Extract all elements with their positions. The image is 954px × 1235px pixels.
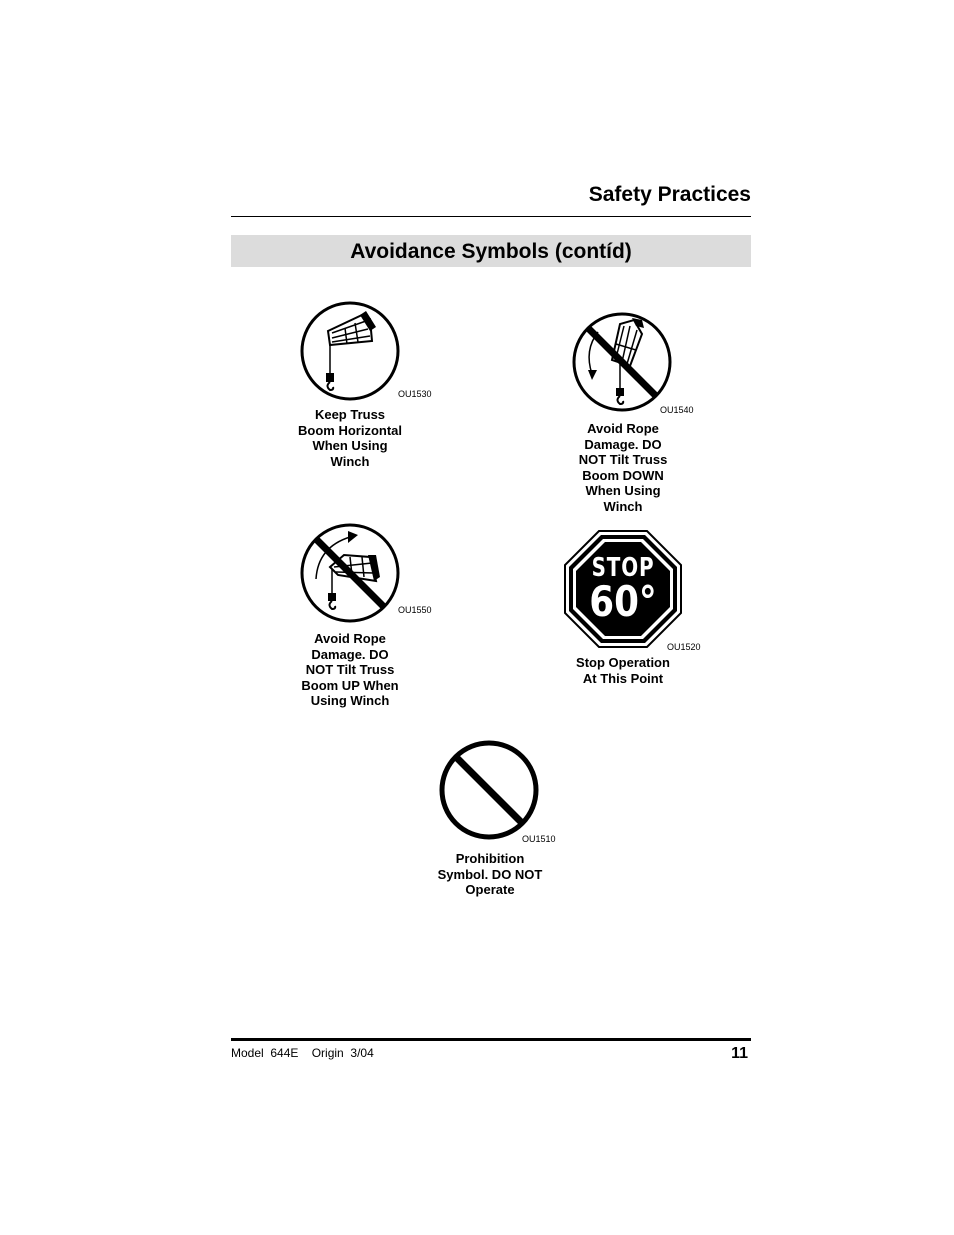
truss-boom-horizontal-icon [300, 301, 402, 403]
stop-sign-degrees: 60° [589, 577, 657, 626]
banner-title: Avoidance Symbols (contíd) [231, 235, 751, 267]
symbol-keep-horizontal [300, 301, 432, 403]
symbol-prohibition [439, 740, 556, 844]
symbol-code: OU1540 [660, 405, 694, 415]
page-number: 11 [731, 1045, 748, 1062]
truss-boom-tilt-down-prohibited-icon [572, 312, 674, 414]
header-divider [231, 216, 751, 217]
symbol-code: OU1530 [398, 389, 432, 399]
footer-divider [231, 1038, 751, 1041]
section-title: Safety Practices [588, 183, 751, 206]
prohibition-symbol-icon [439, 740, 541, 842]
symbol-caption: Keep Truss Boom Horizontal When Using Winch [298, 407, 402, 469]
symbol-no-tilt-down [572, 312, 694, 415]
footer-model-info: Model 644E Origin 3/04 [231, 1046, 374, 1060]
symbol-code: OU1520 [667, 642, 701, 652]
symbol-no-tilt-up [300, 523, 432, 625]
symbol-code: OU1510 [522, 834, 556, 844]
symbol-caption: Avoid Rope Damage. DO NOT Tilt Truss Boom DOWN When Using Winch [578, 421, 668, 514]
symbol-caption: Stop Operation At This Point [576, 655, 670, 686]
symbol-caption: Prohibition Symbol. DO NOT Operate [437, 851, 543, 897]
stop-sign-label: STOP [591, 553, 655, 583]
symbol-code: OU1550 [398, 605, 432, 615]
truss-boom-tilt-up-prohibited-icon [300, 523, 402, 625]
symbol-caption: Avoid Rope Damage. DO NOT Tilt Truss Boom UP When Using Winch [301, 631, 399, 708]
symbol-stop-60 [564, 530, 701, 652]
